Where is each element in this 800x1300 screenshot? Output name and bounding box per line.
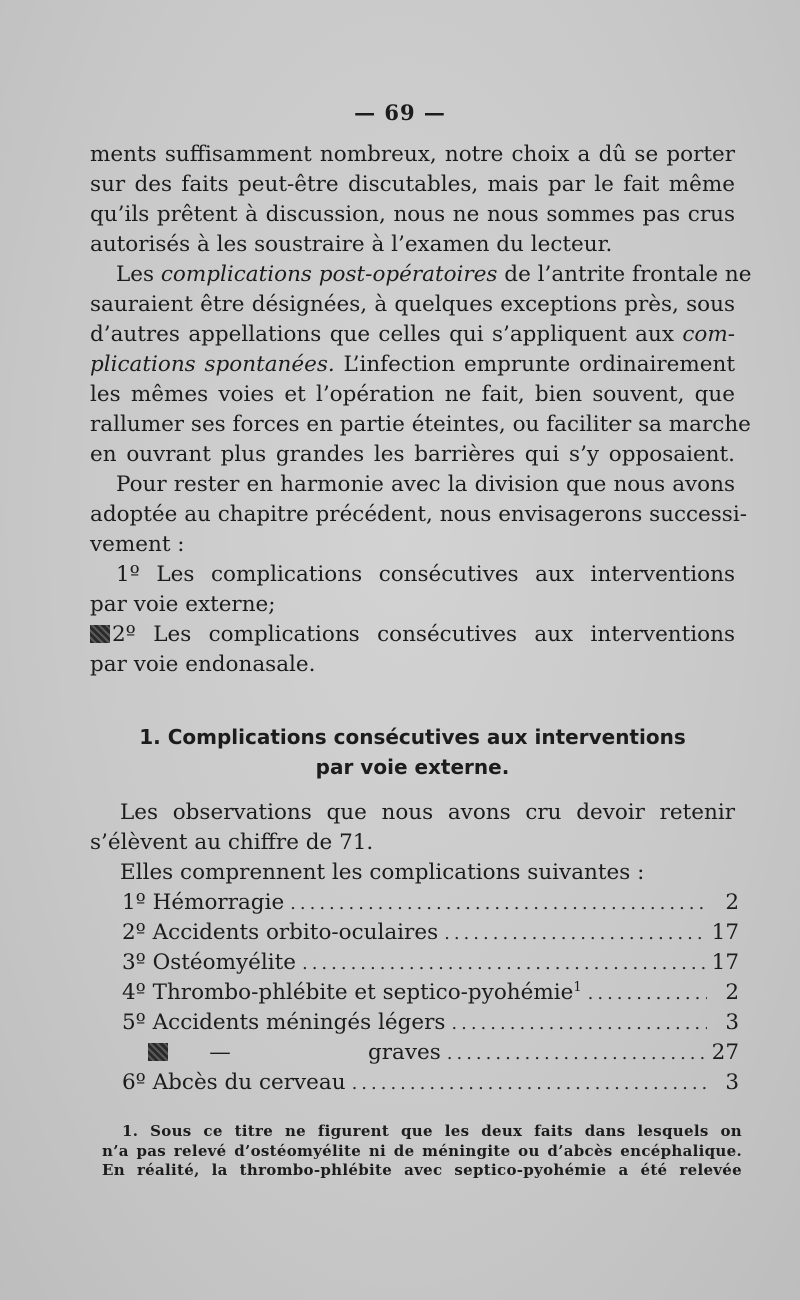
item-label <box>122 1038 441 1068</box>
list-item <box>122 1068 739 1098</box>
complications-paragraph <box>90 260 752 470</box>
ink-blot-icon <box>90 625 110 643</box>
text-line: sur des faits peut-être discutables, mais par le fait même <box>90 172 735 197</box>
list-item <box>122 948 739 978</box>
list-item <box>90 560 735 590</box>
footnote-line: 1. Sous ce titre ne figurent que les deux faits dans lesquels on <box>122 1122 742 1140</box>
text-line: autorisés à les soustraire à l’examen du lecteur. <box>90 232 613 257</box>
dot-leader <box>447 1039 706 1069</box>
intro-paragraph <box>90 140 735 260</box>
item-label: 5º Accidents méningés légers <box>122 1010 446 1035</box>
item-number: 2º <box>112 622 136 647</box>
text-line: les mêmes voies et l’opération ne fait, bien souvent, que <box>90 382 735 407</box>
item-count: 17 <box>711 920 739 945</box>
text-fragment: d’autres appellations que celles qui s’appliquent aux <box>90 322 683 347</box>
item-number: 1º <box>116 562 140 587</box>
italic-text: com- <box>682 322 735 347</box>
dot-leader <box>290 889 707 919</box>
division-paragraph <box>90 470 747 560</box>
text-line <box>90 320 735 350</box>
text-line: par voie endonasale. <box>90 652 316 677</box>
item-count: 2 <box>725 980 739 1005</box>
text-line <box>90 350 735 380</box>
text-line: s’élèvent au chiffre de 71. <box>90 830 374 855</box>
ditto-dash: — <box>209 1040 231 1065</box>
item-label: 6º Abcès du cerveau <box>122 1070 346 1095</box>
text-line: par voie externe; <box>90 592 276 617</box>
item-count: 2 <box>725 890 739 915</box>
ink-blot-icon <box>148 1043 168 1061</box>
complications-list <box>122 888 739 1098</box>
text-line: Les observations que nous avons cru devoir retenir <box>120 800 735 825</box>
item-count: 3 <box>725 1010 739 1035</box>
text-line: sauraient être désignées, à quelques exceptions près, sous <box>90 292 735 317</box>
item-count: 3 <box>725 1070 739 1095</box>
text-fragment: Les <box>116 262 161 287</box>
italic-text: complications post-opératoires <box>160 262 498 287</box>
text-line: vement : <box>90 532 185 557</box>
list-item <box>122 1038 739 1068</box>
heading-line: 1. Complications consécutives aux interventions <box>139 725 686 749</box>
text-line: ments suffisamment nombreux, notre choix a dû se porter <box>90 142 735 167</box>
text-line: adoptée au chapitre précédent, nous envisagerons successi- <box>90 502 747 527</box>
division-list <box>90 560 735 680</box>
list-intro: Elles comprennent les complications suivantes : <box>120 860 645 885</box>
item-label: 2º Accidents orbito-oculaires <box>122 920 439 945</box>
item-text: Les complications consécutives aux interventions <box>153 622 735 647</box>
dot-leader <box>352 1069 707 1099</box>
item-label: 1º Hémorragie <box>122 890 285 915</box>
footnote-marker: 1 <box>573 979 582 995</box>
item-count: 17 <box>711 950 739 975</box>
item-count: 27 <box>711 1040 739 1065</box>
list-item <box>90 620 735 650</box>
footnote-line: n’a pas relevé d’ostéomyélite ni de méningite ou d’abcès encéphalique. <box>102 1141 742 1160</box>
text-line: en ouvrant plus grandes les barrières qui s’y opposaient. <box>90 442 735 467</box>
list-item <box>122 1008 739 1038</box>
dot-leader <box>302 949 706 979</box>
observations-paragraph <box>90 798 735 888</box>
dot-leader <box>444 919 706 949</box>
page-number: — 69 — <box>354 100 446 125</box>
dot-leader <box>451 1009 707 1039</box>
item-label <box>122 978 582 1008</box>
list-item <box>122 888 739 918</box>
dot-leader <box>588 979 707 1009</box>
text-line: qu’ils prêtent à discussion, nous ne nous sommes pas crus <box>90 202 735 227</box>
section-heading <box>90 722 735 782</box>
list-item <box>122 978 739 1008</box>
text-fragment: L’infection emprunte ordinairement <box>334 352 735 377</box>
text-line: rallumer ses forces en partie éteintes, ou faciliter sa marche <box>90 412 751 437</box>
item-label-text: 4º Thrombo-phlébite et septico-pyohémie <box>122 980 574 1005</box>
text-line: Pour rester en harmonie avec la division que nous avons <box>116 472 735 497</box>
item-label: 3º Ostéomyélite <box>122 950 296 975</box>
item-text: Les complications consécutives aux interventions <box>156 562 735 587</box>
text-fragment: de l’antrite frontale ne <box>497 262 752 287</box>
heading-line: par voie externe. <box>315 755 510 779</box>
italic-text: plications spontanées. <box>90 352 335 377</box>
text-line <box>90 260 752 290</box>
item-label-text: graves <box>368 1040 441 1065</box>
footnote <box>102 1122 742 1181</box>
list-item <box>122 918 739 948</box>
footnote-line: En réalité, la thrombo-phlébite avec septico-pyohémie a été relevée <box>102 1161 742 1179</box>
